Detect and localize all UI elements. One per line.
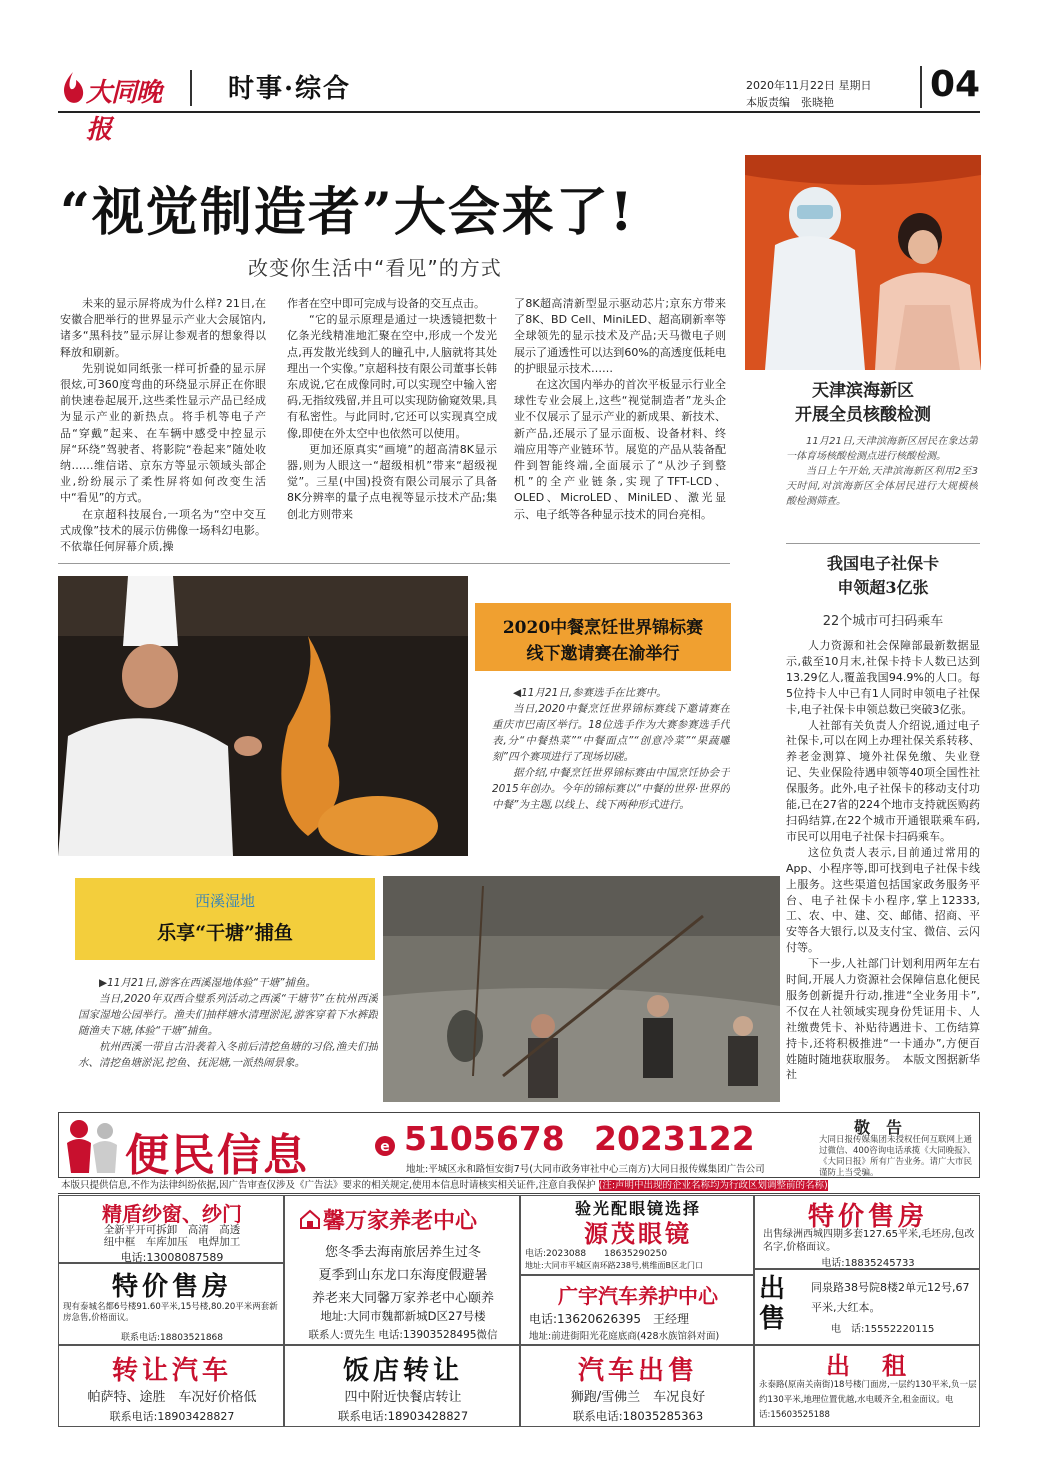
wetland-photo [383,876,780,1102]
paragraph: 更加还原真实“画境”的超高清8K显示器,则为人眼这一“超级相机”带来“超级视觉”。三星(中国)投资有限公司展示了具备8K分辨率的量子点电视等显示技术产品;集创北方则带来 [287,442,497,521]
paragraph: 了8K超高清新型显示驱动芯片;京东方带来了8K、BD Cell、MiniLED、超高刷新率等全球领先的显示技术及产品;天马微电子则展示了通透性可以达到60%的高透度低耗电的护眼显示技术…… [514,297,726,375]
masthead-divider [190,70,192,106]
paragraph: 作者在空中即可完成与设备的交互点击。 [287,297,485,310]
lead-column-1 [60,296,266,554]
paragraph: 先别说如同纸张一样可折叠的显示屏很炫,可360度弯曲的环绕显示屏正在你眼前快速卷起展开,这些柔性显示产品已经成为显示产业的新热点。将手机等电子产品“穿戴”起来、在车辆中感受中控显示屏“环绕”驾驶者、将影院“卷起来”随处收纳……维信诺、京东方等显示领域头部企业,纷纷展示了柔性屏将如何改变生活中“看见”的方式。 [60,361,266,505]
ad-phone: 电话:18835245733 [821,1258,915,1269]
paragraph: 人力资源和社会保障部最新数据显示,截至10月末,社保卡持卡人数已达到13.29亿人,覆盖我国94.9%的人口。每5位持卡人中已有1人同时申领电子社保卡,电子社保卡申领总数已突破3亿张。 [786,639,980,716]
paragraph: 当日,2020中餐烹饪世界锦标赛线下邀请赛在重庆市巴南区举行。18位选手作为大赛参赛选手代表,分“中餐热菜”“中餐面点”“创意冷菜”“果蔬雕刻”四个赛项进行了现场切磋。 [492,703,730,763]
ad-phone: 联系电话:18903428827 [337,1409,469,1423]
ad-body: 出售绿洲西城四期多套127.65平米,毛坯房,包改名字,价格面议。 [763,1229,975,1253]
paragraph: 未来的显示屏将成为什么样? 21日,在安徽合肥举行的世界显示产业大会展馆内,诸多“黑科技”显示屏让参观者的想象得以释放和刷新。 [60,297,266,359]
tianjin-title-line1: 天津滨海新区 [812,381,914,401]
ad-body: 四中附近快餐店转让 [344,1390,462,1405]
ad-phone: 电话:13620626395 王经理 [529,1312,690,1326]
disclaimer-text: 本版只提供信息,不作为法律纠纷依据,因广告审查仅涉及《广告法》要求的相关规定,使用本信息时请核实相关证件,注意自我保护 [61,1180,596,1191]
banner-phone-2: 2023122 [594,1119,755,1158]
ad-body: 永泰路(原南关南街)18号楼门面房,一层约130平米,负一层约130平米,地理位置优越,水电暖齐全,租金面议。电话:15603525188 [759,1380,977,1420]
issue-date: 2020年11月22日 星期日 [746,79,872,92]
masthead-rule [58,111,980,113]
ad-car-sale [520,1345,754,1427]
chef-caption [492,685,730,865]
ad-title: 饭店转让 [342,1356,463,1386]
ad-address: 地址:大同市平城区南环路238号,桃维面B区北门口 [525,1261,703,1270]
disclaimer-note: (注:声明中出现的企业名称均为行政区划调整前的名称) [598,1180,828,1191]
paragraph: 11月21日,天津滨海新区居民在象达第一体育场核酸检测点进行核酸检测。 [786,436,978,462]
wetland-title-box [75,878,375,960]
social-card-body [786,638,980,1090]
lead-column-3 [514,296,726,554]
ad-phone: 电 话:15552220115 [831,1324,935,1335]
paragraph: 当日上午开始,天津滨海新区利用2至3天时间,对滨海新区全体居民进行大规模核酸检测筛查。 [786,466,978,507]
paragraph: 当日,2020年双西合璧系列活动之西溪“干塘节”在杭州西溪国家湿地公园举行。渔夫们抽样塘水清理淤泥,游客穿着下水裤跟随渔夫下塘,体验“干塘”捕鱼。 [78,993,378,1037]
ad-optical [520,1195,754,1275]
page-number: 04 [930,64,981,105]
ad-title: 特价售房 [807,1202,928,1232]
chef-photo [58,576,468,856]
ad-title: 广宇汽车养护中心 [558,1284,718,1308]
ad-title: 汽车出售 [577,1356,698,1386]
page-divider [920,66,922,108]
chef-title-box [475,603,731,671]
ad-line: 养老来大同馨万家养老中心颐养 [311,1291,494,1306]
social-card-title-line1: 我国电子社保卡 [826,554,939,573]
wetland-caption [78,975,378,1095]
classifieds-banner [58,1112,980,1178]
ad-phone: 联系电话:18803521868 [120,1333,224,1343]
ad-line: 夏季到山东龙口东海度假避暑 [318,1268,488,1283]
ad-phone: 电话:13008087589 [120,1251,224,1263]
ad-phone: 联系电话:18903428827 [109,1410,235,1423]
paragraph: ▶11月21日,游客在西溪湿地体验“干塘”捕鱼。 [99,977,317,989]
ad-body: 帕萨特、途胜 车况好价格低 [87,1390,257,1405]
ad-restaurant-transfer [284,1345,520,1427]
notice-body: 大同日报传媒集团未授权任何互联网上通过微信、400咨询电话承揽《大同晚报》、《大同日报》所有广告业务。请广大市民谨防上当受骗。 [819,1135,976,1178]
chef-title-line2: 线下邀请赛在渝举行 [526,644,680,664]
ad-phone: 联系人:贾先生 电话:13903528495微信 [308,1329,498,1341]
ad-address: 地址:前进街阳光花庭底商(428水族馆斜对面) [529,1331,720,1342]
ad-sale-apartment [754,1269,980,1345]
ad-title: 特价售房 [111,1272,232,1302]
covid-test-photo [745,155,981,370]
social-card-subtitle: 22个城市可扫码乘车 [822,614,944,629]
ad-body: 全新平开可拆卸 高清 高透 纽中框 车库加压 电焊加工 [103,1224,241,1248]
lead-headline: “视觉制造者”大会来了! [60,182,635,243]
disclaimer-bar [58,1178,980,1194]
paragraph: 在京超科技展台,一项名为“空中交互式成像”技术的展示仿佛像一场科幻电影。不依靠任何屏幕介质,操 [60,507,266,554]
ad-address: 地址:大同市魏都新城D区27号楼 [320,1309,486,1323]
ad-house-sale-1 [58,1263,284,1345]
paragraph: 杭州西溪一带自古沿袭着入冬前后清挖鱼塘的习俗,渔夫们抽水、清挖鱼塘淤泥,挖鱼、抚泥塘,一派热闹景象。 [78,1041,378,1069]
banner-title: 便民信息 [125,1130,309,1178]
handshake-figure-icon [61,1115,121,1177]
ad-body: 狮跑/雪佛兰 车况良好 [570,1390,706,1405]
paragraph: “它的显示原理是通过一块透镜把数十亿条光线精准地汇聚在空中,形成一个发光点,再发散光线到人的瞳孔中,人脑就将其处理出一个实像。”京超科技有限公司董事长韩东成说,它在成像同时,可以实现空中输入密码,无指纹残留,并且可以实现防偷窥效果,具有私密性。与此同时,它还可以实现真空成像,即使在外太空中也依然可以使用。 [287,313,497,440]
ad-line: 您冬季去海南旅居养生过冬 [324,1245,481,1260]
ad-house-sale-2 [754,1195,980,1269]
paragraph: 下一步,人社部门计划利用两年左右时间,开展人力资源社会保障信息化便民服务创新提升行动,推进“全业务用卡”,不仅在人社领域实现身份凭证用卡、人社缴费凭卡、补贴待遇进卡、工伤结算持卡,还将积极推进“一卡通办”,方便百姓随时随地获取服务。 本版文图据新华社 [786,957,980,1082]
ad-title: 馨万家养老中心 [323,1208,478,1234]
tianjin-title-line2: 开展全员核酸检测 [795,405,931,425]
svg-text:e: e [380,1139,390,1155]
ad-elderly-care [284,1195,520,1345]
ad-phone: 电话:2023088 18635290250 [525,1249,668,1259]
paragraph: 这位负责人表示,目前通过常用的App、小程序等,即可找到电子社保卡线上服务。这些渠道包括国家政务服务平台、电子社保卡小程序,掌上12333,工、农、中、建、交、邮储、招商、平安等各大银行,以及支付宝、微信、云闪付等。 [786,845,980,955]
ad-title: 转让汽车 [111,1356,232,1386]
lead-subtitle: 改变你生活中“看见”的方式 [248,256,502,280]
tianjin-caption [786,434,978,544]
wetland-title-line2: 乐享“干塘”捕鱼 [157,922,293,944]
lead-column-2 [287,296,497,554]
ad-window-screens [58,1195,284,1263]
paragraph: ◀11月21日,参赛选手在比赛中。 [513,687,667,699]
right-divider [786,543,980,544]
ad-body: 现有泰城名都6号楼91.60平米,15号楼,80.20平米两套新房急售,价格面议。 [63,1302,278,1323]
wetland-title-line1: 西溪湿地 [194,892,255,910]
ad-car-transfer [58,1345,284,1427]
ad-header: 验光配眼镜选择 [574,1199,701,1218]
house-icon [299,1208,321,1230]
banner-phone-1: 5105678 [404,1119,565,1158]
paragraph: 在这次国内举办的首次平板显示行业全球性专业会展上,这些“视觉制造者”龙头企业不仅展示了显示产业的新成果、新技术、新产品,还展示了显示面板、设备材料、终端应用等产业链环节。展览的产品从装备配件到智能终端,全面展示了“从沙子到整机”的全产业链条,实现了TFT-LCD、OLED、MicroLED、MiniLED、激光显示、电子纸等各种显示技术的同台亮相。 [514,378,726,521]
chef-title-line1: 2020中餐烹饪世界锦标赛 [502,618,704,638]
section-title: 时事·综合 [228,74,352,104]
ad-phone: 联系电话:18035285363 [572,1409,704,1423]
banner-address: 地址:平城区永和路恒安街7号(大同市政务审社中心三南方)大同日报传媒集团广告公司 [406,1164,765,1175]
paper-name: 大同晚报 [86,78,162,145]
ad-body: 同泉路38号院8楼2单元12号,67平米,大红本。 [811,1281,970,1314]
flame-logo-icon [60,70,86,106]
paragraph: 据介绍,中餐烹饪世界锦标赛由中国烹饪协会于2015年创办。今年的锦标赛以“中餐的世界·世界的中餐”为主题,以线上、线下两种形式进行。 [492,767,730,811]
ad-rent [754,1345,980,1427]
page-editor: 本版责编 张晓艳 [746,96,834,109]
ad-car-care [520,1275,754,1345]
e-circle-icon [374,1135,396,1157]
ad-title: 精盾纱窗、纱门 [102,1202,242,1226]
ad-title: 出售 [759,1274,786,1334]
masthead-logo [60,68,185,145]
lead-bottom-rule [58,563,730,564]
notice-title: 敬 告 [854,1118,903,1137]
social-card-title-line2: 申领超3亿张 [837,578,929,597]
ad-title: 出 租 [826,1351,910,1380]
ad-title: 源茂眼镜 [584,1219,692,1248]
paragraph: 人社部有关负责人介绍说,通过电子社保卡,可以在网上办理社保关系转移、养老金测算、境外社保免缴、失业登记、失业保险待遇申领等40项全国性社保服务。此外,电子社保卡的移动支付功能,已在27省的224个地市支持就医购药扫码结算,在22个城市开通银联乘车码,市民可以用电子社保卡扫码乘车。 [786,718,980,843]
